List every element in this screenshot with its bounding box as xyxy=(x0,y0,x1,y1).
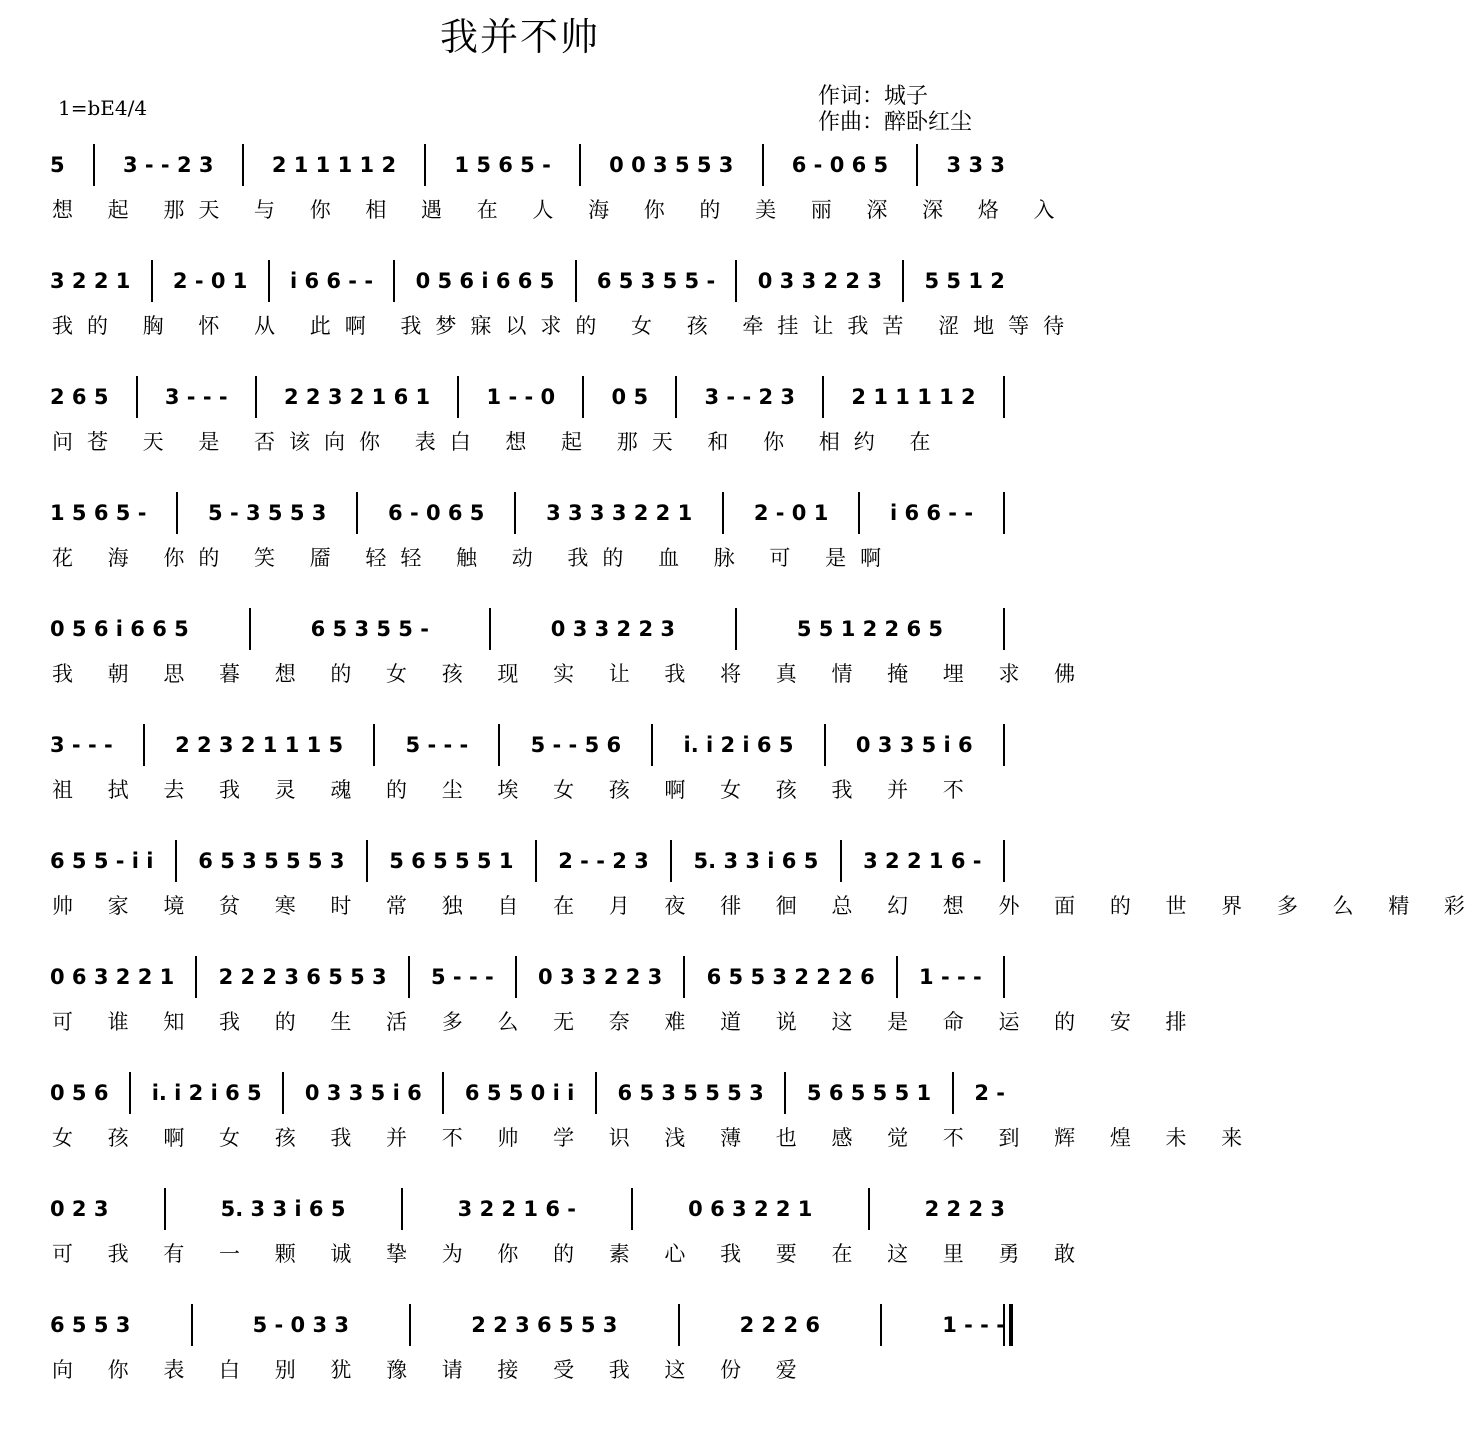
measure-notes: 3 - - 2 3 xyxy=(122,153,214,177)
measure-notes: 5 xyxy=(50,153,65,177)
measure-notes: 3 2 2 1 6 - xyxy=(457,1197,576,1221)
measure-notes: 2 - 0 1 xyxy=(172,269,248,293)
barline xyxy=(631,1188,633,1230)
measure-notes: 6 5 5 3 xyxy=(50,1313,131,1337)
barline xyxy=(129,1072,131,1114)
measure-notes: 2 2 2 6 xyxy=(739,1313,821,1337)
notation-line xyxy=(50,140,1005,190)
notation-line xyxy=(50,256,1005,306)
lyrics-line: 问苍 天 是 否该向你 表白 想 起 那天 和 你 相约 在 xyxy=(52,430,945,454)
measure-notes: 5 5 1 2 xyxy=(924,269,1005,293)
barline xyxy=(824,724,826,766)
barline xyxy=(1003,376,1005,418)
barline xyxy=(722,492,724,534)
measure-notes: 6 5 3 5 5 - xyxy=(310,617,429,641)
measure-notes: 1 - - 0 xyxy=(486,385,556,409)
measure-notes: 3 3 3 3 2 2 1 xyxy=(546,501,693,525)
barline xyxy=(579,144,581,186)
barline xyxy=(164,1188,166,1230)
barline xyxy=(175,840,177,882)
measure-notes: 0 3 3 2 2 3 xyxy=(538,965,663,989)
barline xyxy=(675,376,677,418)
measure-notes: 1 5 6 5 - xyxy=(454,153,551,177)
lyrics-line: 可 谁 知 我 的 生 活 多 么 无 奈 难 道 说 这 是 命 运 的 安 排 xyxy=(52,1010,1201,1034)
barline xyxy=(195,956,197,998)
barline xyxy=(651,724,653,766)
barline xyxy=(514,492,516,534)
measure-notes: 3 2 2 1 6 - xyxy=(863,849,982,873)
notation-line xyxy=(50,1068,1005,1118)
lyrics-line: 女 孩 啊 女 孩 我 并 不 帅 学 识 浅 薄 也 感 觉 不 到 辉 煌 未 来 xyxy=(52,1126,1257,1150)
barline xyxy=(840,840,842,882)
measure-notes: 5 6 5 5 5 1 xyxy=(806,1081,932,1105)
barline xyxy=(735,260,737,302)
barline xyxy=(136,376,138,418)
barline xyxy=(424,144,426,186)
measure-notes: 0 2 3 xyxy=(50,1197,109,1221)
barline xyxy=(401,1188,403,1230)
score-system xyxy=(50,952,1201,1068)
score-system xyxy=(50,1184,1090,1300)
measure-notes: 2 6 5 xyxy=(50,385,109,409)
barline xyxy=(784,1072,786,1114)
barline xyxy=(356,492,358,534)
measure-notes: 1 5 6 5 - xyxy=(50,501,147,525)
measure-notes: 5. 3 3 i 6 5 xyxy=(220,1197,346,1221)
barline xyxy=(880,1304,882,1346)
barline xyxy=(575,260,577,302)
measure-notes: 0 6 3 2 2 1 xyxy=(50,965,175,989)
key-signature: 1=bE4/4 xyxy=(58,96,148,120)
barline xyxy=(1003,608,1005,650)
barline xyxy=(93,144,95,186)
measure-notes: 6 - 0 6 5 xyxy=(791,153,889,177)
lyrics-line: 花 海 你的 笑 靥 轻轻 触 动 我的 血 脉 可 是啊 xyxy=(52,546,896,570)
measure-notes: 6 5 3 5 5 - xyxy=(596,269,716,293)
lyrics-line: 我 朝 思 暮 想 的 女 孩 现 实 让 我 将 真 情 掩 埋 求 佛 xyxy=(52,662,1090,686)
barline xyxy=(191,1304,193,1346)
barline xyxy=(595,1072,597,1114)
barline xyxy=(498,724,500,766)
barline xyxy=(268,260,270,302)
barline xyxy=(249,608,251,650)
notation-line xyxy=(50,604,1005,654)
barline xyxy=(393,260,395,302)
barline xyxy=(916,144,918,186)
measure-notes: 1 - - - xyxy=(919,965,982,989)
barline xyxy=(366,840,368,882)
measure-notes: 3 3 3 xyxy=(946,153,1005,177)
measure-notes: 6 5 5 - i i xyxy=(50,849,154,873)
measure-notes: 5 - - - xyxy=(405,733,469,757)
score-systems xyxy=(50,140,1479,1416)
measure-notes: 0 6 3 2 2 1 xyxy=(688,1197,813,1221)
barline xyxy=(1003,840,1005,882)
measure-notes: 2 2 2 3 xyxy=(924,1197,1005,1221)
measure-notes: 6 5 5 0 i i xyxy=(464,1081,575,1105)
measure-notes: 2 2 2 3 6 5 5 3 xyxy=(218,965,387,989)
measure-notes: 5 - 0 3 3 xyxy=(252,1313,350,1337)
barline xyxy=(868,1188,870,1230)
measure-notes: i. i 2 i 6 5 xyxy=(683,733,794,757)
measure-notes: 5 6 5 5 5 1 xyxy=(389,849,514,873)
lyrics-line: 帅 家 境 贫 寒 时 常 独 自 在 月 夜 徘 徊 总 幻 想 外 面 的 世 界 多 么 精 彩 xyxy=(52,894,1479,918)
measure-notes: i. i 2 i 6 5 xyxy=(151,1081,262,1105)
barline xyxy=(762,144,764,186)
barline xyxy=(1003,492,1005,534)
credits xyxy=(818,84,972,136)
barline xyxy=(1003,956,1005,998)
final-barline xyxy=(1003,1304,1013,1346)
barline xyxy=(515,956,517,998)
composer-credit: 作曲：醉卧红尘 xyxy=(818,110,973,135)
barline xyxy=(678,1304,680,1346)
measure-notes: 6 5 3 5 5 5 3 xyxy=(617,1081,764,1105)
barline xyxy=(582,376,584,418)
notation-line xyxy=(50,836,1005,886)
lyricist-credit: 作词：城子 xyxy=(818,84,929,109)
measure-notes: 6 5 3 5 5 5 3 xyxy=(198,849,345,873)
barline xyxy=(176,492,178,534)
song-title: 我并不帅 xyxy=(439,15,600,59)
measure-notes: 3 2 2 1 xyxy=(50,269,131,293)
measure-notes: 6 - 0 6 5 xyxy=(388,501,485,525)
notation-line xyxy=(50,1184,1005,1234)
score-system xyxy=(50,372,1005,488)
measure-notes: 5 - 3 5 5 3 xyxy=(208,501,327,525)
barline xyxy=(952,1072,954,1114)
notation-line xyxy=(50,720,1005,770)
barline xyxy=(1003,724,1005,766)
barline xyxy=(735,608,737,650)
barline xyxy=(457,376,459,418)
measure-notes: 2 - 0 1 xyxy=(753,501,829,525)
score-system xyxy=(50,720,1005,836)
barline xyxy=(535,840,537,882)
measure-notes: 5 5 1 2 2 6 5 xyxy=(796,617,944,641)
notation-line xyxy=(50,488,1005,538)
barline xyxy=(151,260,153,302)
measure-notes: 2 - - 2 3 xyxy=(558,849,649,873)
measure-notes: 2 1 1 1 1 2 xyxy=(271,153,397,177)
measure-notes: 6 5 5 3 2 2 2 6 xyxy=(706,965,875,989)
lyrics-line: 想 起 那天 与 你 相 遇 在 人 海 你 的 美 丽 深 深 烙 入 xyxy=(52,198,1069,222)
measure-notes: 2 2 3 2 1 1 1 5 xyxy=(175,733,344,757)
measure-notes: 0 3 3 2 2 3 xyxy=(550,617,676,641)
barline xyxy=(670,840,672,882)
score-system xyxy=(50,836,1479,952)
lyrics-line: 我的 胸 怀 从 此啊 我梦寐以求的 女 孩 牵挂让我苦 涩地等待 xyxy=(52,314,1079,338)
lyrics-line: 祖 拭 去 我 灵 魂 的 尘 埃 女 孩 啊 女 孩 我 并 不 xyxy=(52,778,978,802)
barline xyxy=(242,144,244,186)
measure-notes: 0 3 3 5 i 6 xyxy=(855,733,973,757)
notation-line xyxy=(50,952,1005,1002)
measure-notes: 0 3 3 5 i 6 xyxy=(304,1081,422,1105)
measure-notes: 2 2 3 2 1 6 1 xyxy=(283,385,431,409)
measure-notes: 0 5 xyxy=(611,385,649,409)
score-system xyxy=(50,256,1079,372)
measure-notes: i 6 6 - - xyxy=(289,269,374,293)
measure-notes: 3 - - 2 3 xyxy=(704,385,796,409)
measure-notes: 2 2 3 6 5 5 3 xyxy=(471,1313,618,1337)
lyrics-line: 可 我 有 一 颗 诚 挚 为 你 的 素 心 我 要 在 这 里 勇 敢 xyxy=(52,1242,1090,1266)
score-system xyxy=(50,604,1090,720)
measure-notes: 1 - - - xyxy=(942,1313,1005,1337)
measure-notes: i 6 6 - - xyxy=(889,501,974,525)
measure-notes: 0 5 6 i 6 6 5 xyxy=(415,269,555,293)
barline xyxy=(409,1304,411,1346)
barline xyxy=(858,492,860,534)
barline xyxy=(373,724,375,766)
barline xyxy=(489,608,491,650)
score-system xyxy=(50,1300,1005,1416)
measure-notes: 3 - - - xyxy=(50,733,113,757)
measure-notes: 2 - xyxy=(974,1081,1005,1105)
measure-notes: 5 - - - xyxy=(431,965,494,989)
barline xyxy=(896,956,898,998)
measure-notes: 5 - - 5 6 xyxy=(530,733,622,757)
barline xyxy=(143,724,145,766)
measure-notes: 2 1 1 1 1 2 xyxy=(851,385,976,409)
score-system xyxy=(50,140,1069,256)
measure-notes: 0 5 6 xyxy=(50,1081,109,1105)
barline xyxy=(822,376,824,418)
measure-notes: 0 3 3 2 2 3 xyxy=(757,269,882,293)
barline xyxy=(442,1072,444,1114)
score-system xyxy=(50,1068,1257,1184)
notation-line xyxy=(50,1300,1005,1350)
barline xyxy=(282,1072,284,1114)
measure-notes: 0 0 3 5 5 3 xyxy=(609,153,734,177)
barline xyxy=(683,956,685,998)
measure-notes: 0 5 6 i 6 6 5 xyxy=(50,617,189,641)
measure-notes: 5. 3 3 i 6 5 xyxy=(693,849,819,873)
measure-notes: 3 - - - xyxy=(164,385,228,409)
barline xyxy=(255,376,257,418)
lyrics-line: 向 你 表 白 别 犹 豫 请 接 受 我 这 份 爱 xyxy=(52,1358,811,1382)
barline xyxy=(408,956,410,998)
notation-line xyxy=(50,372,1005,422)
score-system xyxy=(50,488,1005,604)
barline xyxy=(902,260,904,302)
